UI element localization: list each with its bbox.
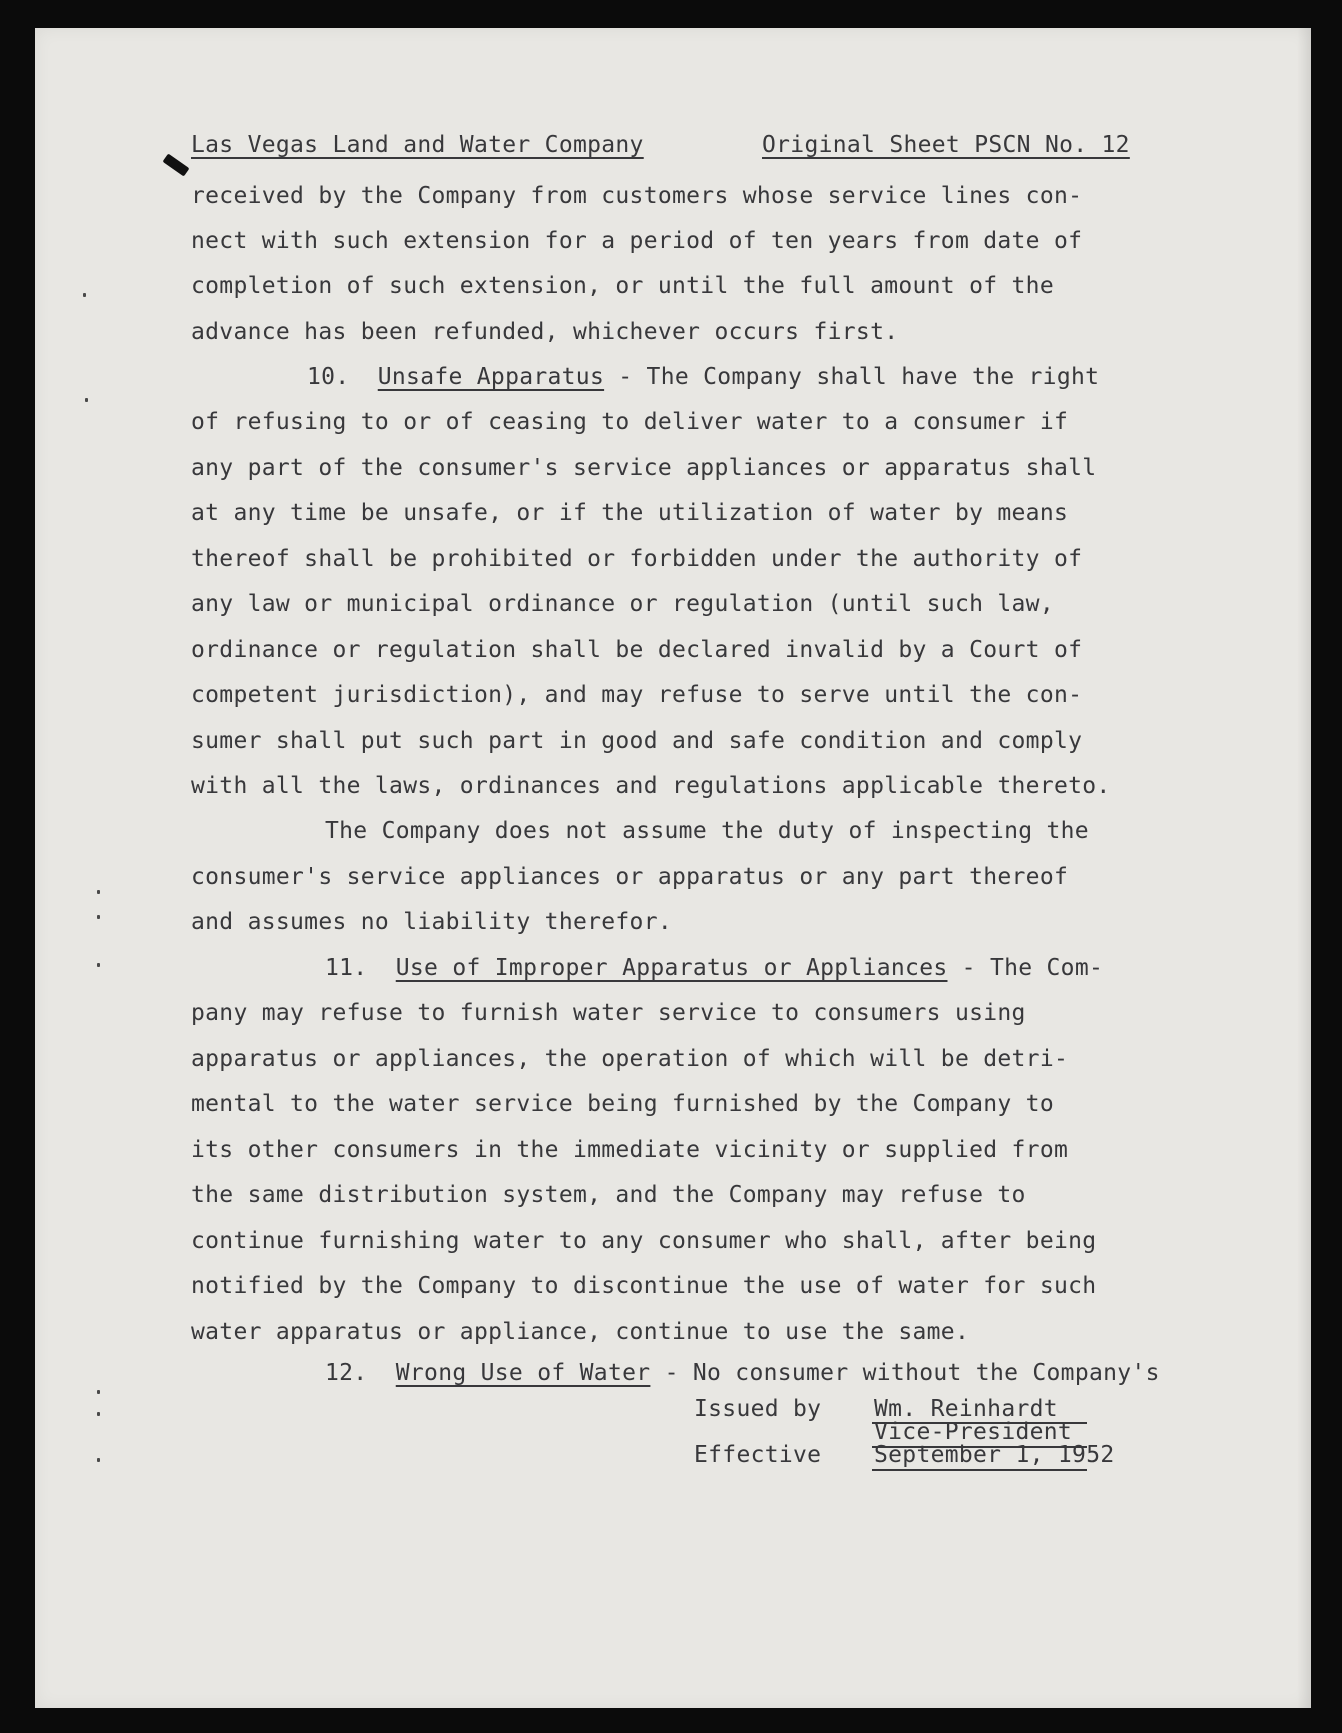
body-line: apparatus or appliances, the operation of which will be detri- (191, 1046, 1069, 1072)
body-line: and assumes no liability therefor. (191, 909, 673, 935)
margin-mark (97, 890, 100, 894)
section-title: Use of Improper Apparatus or Appliances (395, 955, 948, 981)
body-line: completion of such extension, or until the full amount of the (191, 273, 1054, 299)
section-10-heading (307, 363, 1099, 391)
body-line: thereof shall be prohibited or forbidden under the authority of (191, 546, 1083, 572)
issued-by-name: Wm. Reinhardt (874, 1396, 1058, 1422)
section-title: Unsafe Apparatus (377, 364, 605, 390)
margin-mark (97, 1458, 100, 1462)
section-text: - The Company shall have the right (618, 364, 1100, 390)
margin-mark (97, 963, 100, 967)
body-line: ordinance or regulation shall be declared invalid by a Court of (191, 637, 1083, 663)
section-number: 11. (325, 955, 368, 981)
body-line: at any time be unsafe, or if the utilization of water by means (191, 500, 1069, 526)
section-title: Wrong Use of Water (395, 1360, 651, 1386)
body-line: any part of the consumer's service appliances or apparatus shall (191, 455, 1097, 481)
section-12-heading (325, 1359, 1160, 1387)
body-line: competent jurisdiction), and may refuse to serve until the con- (191, 682, 1083, 708)
body-line: received by the Company from customers whose service lines con- (191, 183, 1083, 209)
section-text: - No consumer without the Company's (664, 1360, 1160, 1386)
body-line: of refusing to or of ceasing to deliver water to a consumer if (191, 409, 1069, 435)
body-line: continue furnishing water to any consumer who shall, after being (191, 1228, 1097, 1254)
company-name: Las Vegas Land and Water Company (191, 132, 644, 158)
body-line: its other consumers in the immediate vicinity or supplied from (191, 1137, 1069, 1163)
date-line (872, 1469, 1087, 1471)
body-line: any law or municipal ordinance or regulation (until such law, (191, 591, 1054, 617)
body-line: nect with such extension for a period of ten years from date of (191, 228, 1083, 254)
body-line: the same distribution system, and the Company may refuse to (191, 1182, 1026, 1208)
body-line: with all the laws, ordinances and regulations applicable thereto. (191, 773, 1111, 799)
paper-clip-mark (162, 153, 189, 176)
section-number: 10. (307, 364, 350, 390)
body-line: consumer's service appliances or apparatus or any part thereof (191, 864, 1069, 890)
section-11-heading (325, 954, 1103, 982)
margin-mark (83, 293, 86, 297)
margin-mark (85, 398, 88, 402)
effective-date: September 1, 1952 (874, 1442, 1115, 1468)
margin-mark (97, 1412, 100, 1416)
issued-by-title: Vice-President (874, 1419, 1073, 1445)
section-number: 12. (325, 1360, 368, 1386)
document-page (35, 28, 1311, 1708)
sheet-number: Original Sheet PSCN No. 12 (762, 132, 1130, 158)
body-line: notified by the Company to discontinue the use of water for such (191, 1273, 1097, 1299)
section-text: - The Com- (961, 955, 1104, 981)
body-line: The Company does not assume the duty of inspecting the (325, 818, 1089, 844)
margin-mark (97, 915, 100, 919)
body-line: advance has been refunded, whichever occurs first. (191, 319, 899, 345)
issued-by-label: Issued by (694, 1396, 822, 1422)
body-line: water apparatus or appliance, continue to use the same. (191, 1319, 970, 1345)
effective-label: Effective (694, 1442, 822, 1468)
margin-mark (97, 1390, 100, 1394)
body-line: mental to the water service being furnished by the Company to (191, 1091, 1054, 1117)
body-line: pany may refuse to furnish water service to consumers using (191, 1000, 1026, 1026)
body-line: sumer shall put such part in good and safe condition and comply (191, 728, 1083, 754)
